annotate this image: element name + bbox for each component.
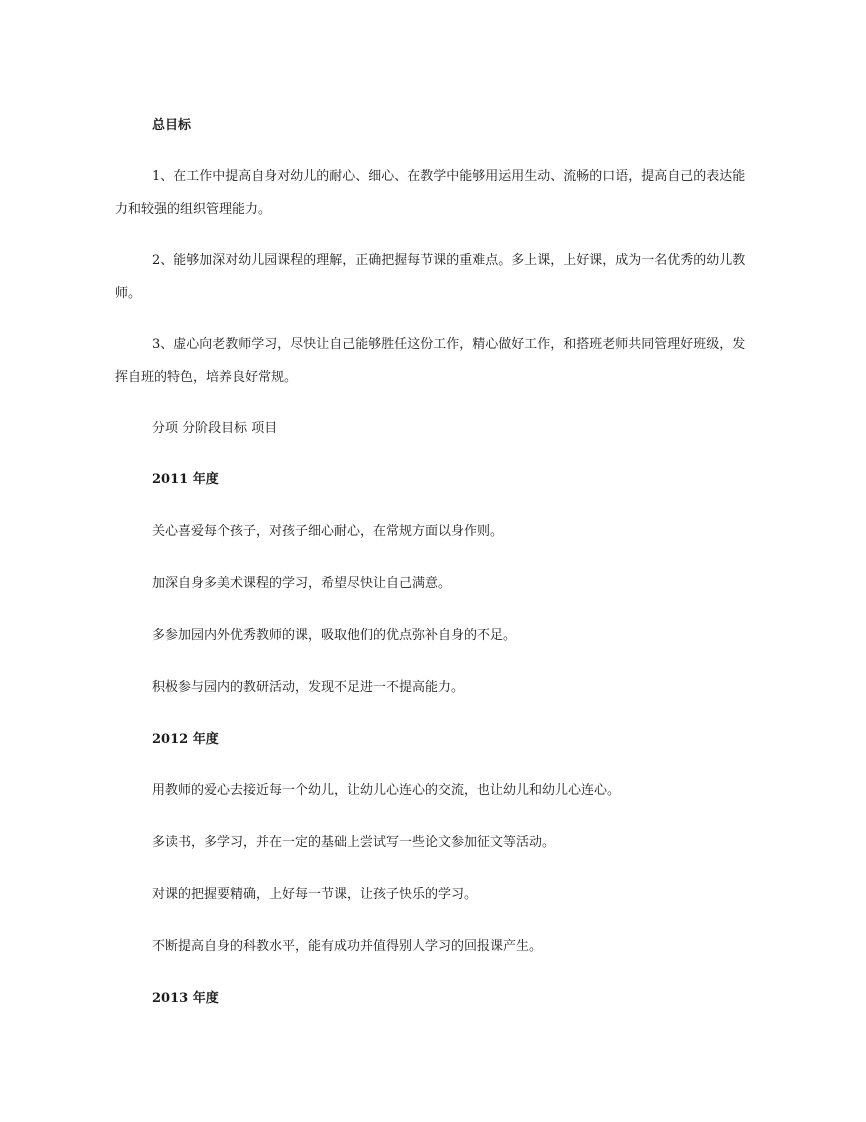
- year-2012-item-4: 不断提高自身的科教水平，能有成功并值得别人学习的回报课产生。: [152, 939, 543, 954]
- main-heading: 总目标: [152, 118, 192, 133]
- year-2011-heading: 2011 年度: [152, 472, 219, 487]
- year-2012-item-3: 对课的把握要精确，上好每一节课，让孩子快乐的学习。: [152, 887, 478, 902]
- year-2011-item-3: 多参加园内外优秀教师的课，吸取他们的优点弥补自身的不足。: [152, 628, 517, 643]
- year-2011-item-1: 关心喜爱每个孩子，对孩子细心耐心，在常规方面以身作则。: [152, 524, 504, 539]
- year-2012-heading: 2012 年度: [152, 732, 219, 747]
- goal-1-line-1: 1、在工作中提高自身对幼儿的耐心、细心、在教学中能够用运用生动、流畅的口语，提高自己的表达能: [152, 169, 746, 184]
- goal-3-line-2: 挥自班的特色，培养良好常规。: [115, 370, 298, 385]
- goal-2-line-2: 师。: [115, 286, 142, 301]
- year-2012-item-1: 用教师的爱心去接近每一个幼儿，让幼儿心连心的交流，也让幼儿和幼儿心连心。: [152, 783, 621, 798]
- section-subheading: 分项 分阶段目标 项目: [152, 421, 278, 436]
- goal-3-line-1: 3、虚心向老教师学习，尽快让自己能够胜任这份工作，精心做好工作，和搭班老师共同管理好班级，发: [152, 337, 746, 352]
- year-2013-heading: 2013 年度: [152, 991, 219, 1006]
- goal-2-line-1: 2、能够加深对幼儿园课程的理解，正确把握每节课的重难点。多上课，上好课，成为一名优秀的幼儿教: [152, 253, 746, 268]
- year-2011-item-2: 加深自身多美术课程的学习，希望尽快让自己满意。: [152, 576, 452, 591]
- year-2012-item-2: 多读书，多学习，并在一定的基础上尝试写一些论文参加征文等活动。: [152, 835, 556, 850]
- goal-1-line-2: 力和较强的组织管理能力。: [115, 202, 272, 217]
- year-2011-item-4: 积极参与园内的教研活动，发现不足进一不提高能力。: [152, 680, 465, 695]
